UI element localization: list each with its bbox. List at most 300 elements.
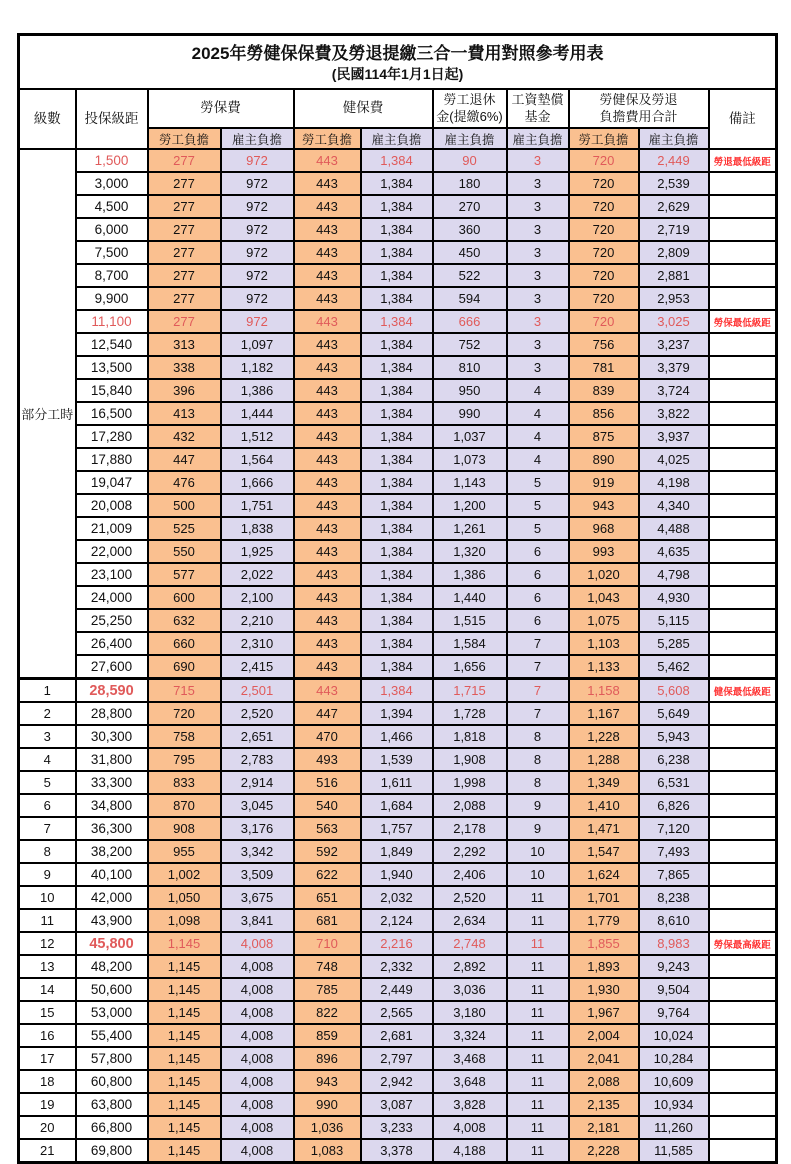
cell-pension-employer: 2,292 (433, 840, 507, 863)
table-row (19, 655, 777, 679)
cell-health-employee: 443 (294, 241, 361, 264)
cell-total-employer: 10,284 (639, 1047, 709, 1070)
cell-labor-employee: 277 (148, 195, 221, 218)
cell-pension-employer: 3,648 (433, 1070, 507, 1093)
cell-level: 9 (19, 863, 76, 886)
cell-health-employer: 1,384 (361, 310, 433, 333)
cell-health-employee: 563 (294, 817, 361, 840)
cell-bracket: 22,000 (76, 540, 148, 563)
cell-labor-employee: 1,050 (148, 886, 221, 909)
cell-pension-employer: 3,468 (433, 1047, 507, 1070)
cell-health-employer: 2,681 (361, 1024, 433, 1047)
col-header-labor-insurance: 勞保費 (148, 89, 294, 128)
cell-bracket: 17,280 (76, 425, 148, 448)
cell-remark (709, 264, 777, 287)
cell-pension-employer: 2,892 (433, 955, 507, 978)
cell-pension-employer: 1,715 (433, 679, 507, 703)
cell-wage-fund-employer: 7 (507, 679, 569, 703)
table-row (19, 771, 777, 794)
cell-remark (709, 1001, 777, 1024)
cell-bracket: 48,200 (76, 955, 148, 978)
table-row (19, 586, 777, 609)
cell-total-employee: 720 (569, 195, 639, 218)
cell-pension-employer: 270 (433, 195, 507, 218)
cell-health-employee: 681 (294, 909, 361, 932)
cell-remark (709, 1047, 777, 1070)
cell-total-employer: 5,649 (639, 702, 709, 725)
cell-wage-fund-employer: 7 (507, 702, 569, 725)
cell-labor-employee: 338 (148, 356, 221, 379)
cell-health-employee: 443 (294, 379, 361, 402)
cell-labor-employer: 972 (221, 310, 294, 333)
cell-health-employee: 785 (294, 978, 361, 1001)
cell-labor-employer: 972 (221, 172, 294, 195)
cell-total-employer: 4,488 (639, 517, 709, 540)
cell-total-employee: 943 (569, 494, 639, 517)
table-row (19, 1116, 777, 1139)
cell-remark (709, 840, 777, 863)
cell-wage-fund-employer: 5 (507, 494, 569, 517)
cell-level: 16 (19, 1024, 76, 1047)
cell-total-employee: 1,228 (569, 725, 639, 748)
cell-total-employer: 3,724 (639, 379, 709, 402)
cell-pension-employer: 1,908 (433, 748, 507, 771)
cell-remark (709, 195, 777, 218)
cell-total-employee: 720 (569, 218, 639, 241)
cell-labor-employer: 1,838 (221, 517, 294, 540)
cell-remark: 健保最低級距 (709, 679, 777, 703)
cell-wage-fund-employer: 11 (507, 932, 569, 955)
cell-labor-employee: 413 (148, 402, 221, 425)
table-row (19, 1024, 777, 1047)
cell-health-employer: 1,384 (361, 356, 433, 379)
cell-level: 14 (19, 978, 76, 1001)
cell-remark (709, 1093, 777, 1116)
cell-remark (709, 402, 777, 425)
cell-labor-employer: 972 (221, 241, 294, 264)
cell-wage-fund-employer: 4 (507, 425, 569, 448)
cell-total-employee: 1,133 (569, 655, 639, 679)
subheader-pension-employer: 雇主負擔 (433, 128, 507, 149)
cell-wage-fund-employer: 4 (507, 448, 569, 471)
cell-wage-fund-employer: 7 (507, 632, 569, 655)
cell-labor-employee: 277 (148, 287, 221, 310)
cell-bracket: 26,400 (76, 632, 148, 655)
cell-bracket: 60,800 (76, 1070, 148, 1093)
table-row (19, 632, 777, 655)
cell-level: 10 (19, 886, 76, 909)
cell-health-employee: 443 (294, 402, 361, 425)
cell-total-employer: 10,609 (639, 1070, 709, 1093)
cell-bracket: 66,800 (76, 1116, 148, 1139)
cell-labor-employee: 277 (148, 241, 221, 264)
subheader-li-employer: 雇主負擔 (221, 128, 294, 149)
cell-pension-employer: 1,728 (433, 702, 507, 725)
cell-bracket: 6,000 (76, 218, 148, 241)
cell-remark (709, 886, 777, 909)
cell-level: 7 (19, 817, 76, 840)
cell-health-employer: 1,384 (361, 425, 433, 448)
cell-wage-fund-employer: 11 (507, 1001, 569, 1024)
cell-labor-employee: 1,145 (148, 932, 221, 955)
cell-labor-employer: 4,008 (221, 1070, 294, 1093)
cell-remark (709, 817, 777, 840)
cell-wage-fund-employer: 6 (507, 563, 569, 586)
cell-health-employee: 443 (294, 172, 361, 195)
cell-total-employer: 8,238 (639, 886, 709, 909)
cell-labor-employee: 500 (148, 494, 221, 517)
cell-labor-employee: 432 (148, 425, 221, 448)
cell-bracket: 69,800 (76, 1139, 148, 1163)
cell-health-employee: 748 (294, 955, 361, 978)
cell-total-employer: 2,881 (639, 264, 709, 287)
cell-pension-employer: 1,261 (433, 517, 507, 540)
premium-table (17, 33, 778, 1164)
cell-remark (709, 540, 777, 563)
cell-labor-employee: 277 (148, 310, 221, 333)
table-row (19, 609, 777, 632)
cell-labor-employee: 396 (148, 379, 221, 402)
cell-bracket: 42,000 (76, 886, 148, 909)
cell-wage-fund-employer: 11 (507, 1024, 569, 1047)
cell-bracket: 9,900 (76, 287, 148, 310)
cell-remark (709, 471, 777, 494)
table-row (19, 1093, 777, 1116)
cell-health-employer: 1,384 (361, 172, 433, 195)
title-block (19, 35, 777, 90)
cell-labor-employer: 4,008 (221, 1047, 294, 1070)
cell-pension-employer: 1,818 (433, 725, 507, 748)
cell-bracket: 17,880 (76, 448, 148, 471)
cell-labor-employee: 690 (148, 655, 221, 679)
cell-total-employee: 1,075 (569, 609, 639, 632)
cell-labor-employer: 2,520 (221, 702, 294, 725)
cell-total-employer: 6,826 (639, 794, 709, 817)
cell-total-employer: 3,025 (639, 310, 709, 333)
cell-labor-employee: 577 (148, 563, 221, 586)
cell-total-employee: 1,471 (569, 817, 639, 840)
cell-total-employer: 9,243 (639, 955, 709, 978)
cell-total-employee: 1,167 (569, 702, 639, 725)
cell-labor-employer: 4,008 (221, 1116, 294, 1139)
cell-wage-fund-employer: 3 (507, 149, 569, 172)
cell-health-employee: 943 (294, 1070, 361, 1093)
cell-health-employer: 1,384 (361, 563, 433, 586)
cell-bracket: 43,900 (76, 909, 148, 932)
cell-pension-employer: 1,584 (433, 632, 507, 655)
cell-level: 19 (19, 1093, 76, 1116)
cell-health-employer: 1,384 (361, 241, 433, 264)
cell-bracket: 36,300 (76, 817, 148, 840)
cell-health-employer: 1,384 (361, 149, 433, 172)
cell-total-employer: 5,943 (639, 725, 709, 748)
cell-labor-employee: 1,002 (148, 863, 221, 886)
cell-wage-fund-employer: 5 (507, 471, 569, 494)
cell-health-employer: 1,384 (361, 679, 433, 703)
cell-health-employer: 2,797 (361, 1047, 433, 1070)
cell-level: 2 (19, 702, 76, 725)
cell-total-employer: 4,798 (639, 563, 709, 586)
cell-labor-employee: 1,145 (148, 1070, 221, 1093)
cell-health-employer: 1,384 (361, 609, 433, 632)
cell-total-employee: 1,288 (569, 748, 639, 771)
cell-total-employer: 5,115 (639, 609, 709, 632)
cell-pension-employer: 752 (433, 333, 507, 356)
cell-pension-employer: 810 (433, 356, 507, 379)
cell-remark: 勞保最高級距 (709, 932, 777, 955)
cell-pension-employer: 3,324 (433, 1024, 507, 1047)
page-title: 2025年勞健保保費及勞退提繳三合一費用對照參考用表 (191, 44, 604, 64)
table-row (19, 748, 777, 771)
cell-wage-fund-employer: 3 (507, 218, 569, 241)
cell-wage-fund-employer: 10 (507, 840, 569, 863)
cell-health-employer: 3,087 (361, 1093, 433, 1116)
cell-wage-fund-employer: 9 (507, 817, 569, 840)
cell-total-employee: 720 (569, 264, 639, 287)
table-row (19, 425, 777, 448)
cell-remark (709, 609, 777, 632)
cell-total-employee: 781 (569, 356, 639, 379)
cell-remark (709, 955, 777, 978)
cell-total-employer: 2,953 (639, 287, 709, 310)
table-row (19, 172, 777, 195)
cell-wage-fund-employer: 11 (507, 886, 569, 909)
table-row (19, 448, 777, 471)
cell-total-employee: 968 (569, 517, 639, 540)
wage-fund-line1: 工資墊償 (511, 91, 564, 107)
cell-remark (709, 1024, 777, 1047)
table-row (19, 195, 777, 218)
cell-bracket: 45,800 (76, 932, 148, 955)
table-row (19, 1139, 777, 1163)
cell-labor-employer: 1,386 (221, 379, 294, 402)
cell-labor-employer: 1,751 (221, 494, 294, 517)
cell-level: 20 (19, 1116, 76, 1139)
cell-health-employer: 2,565 (361, 1001, 433, 1024)
cell-health-employee: 443 (294, 632, 361, 655)
cell-total-employer: 9,504 (639, 978, 709, 1001)
cell-pension-employer: 3,180 (433, 1001, 507, 1024)
cell-remark (709, 1139, 777, 1163)
cell-pension-employer: 594 (433, 287, 507, 310)
cell-labor-employee: 550 (148, 540, 221, 563)
cell-wage-fund-employer: 3 (507, 241, 569, 264)
cell-health-employee: 443 (294, 195, 361, 218)
subheader-fund-employer: 雇主負擔 (507, 128, 569, 149)
cell-wage-fund-employer: 6 (507, 540, 569, 563)
cell-wage-fund-employer: 3 (507, 333, 569, 356)
table-row (19, 840, 777, 863)
table-row (19, 932, 777, 955)
cell-pension-employer: 1,515 (433, 609, 507, 632)
cell-health-employer: 1,849 (361, 840, 433, 863)
cell-remark (709, 1070, 777, 1093)
cell-pension-employer: 1,037 (433, 425, 507, 448)
cell-pension-employer: 522 (433, 264, 507, 287)
cell-pension-employer: 1,143 (433, 471, 507, 494)
cell-level: 17 (19, 1047, 76, 1070)
cell-health-employer: 1,384 (361, 586, 433, 609)
cell-total-employer: 7,493 (639, 840, 709, 863)
cell-health-employer: 2,032 (361, 886, 433, 909)
cell-health-employer: 1,539 (361, 748, 433, 771)
cell-health-employer: 1,384 (361, 195, 433, 218)
cell-total-employee: 856 (569, 402, 639, 425)
cell-total-employer: 11,585 (639, 1139, 709, 1163)
table-row (19, 955, 777, 978)
cell-total-employee: 720 (569, 149, 639, 172)
cell-total-employer: 6,238 (639, 748, 709, 771)
cell-level: 5 (19, 771, 76, 794)
cell-health-employee: 443 (294, 655, 361, 679)
cell-wage-fund-employer: 11 (507, 909, 569, 932)
cell-labor-employee: 1,145 (148, 1093, 221, 1116)
cell-labor-employer: 1,097 (221, 333, 294, 356)
cell-remark (709, 702, 777, 725)
cell-labor-employer: 2,210 (221, 609, 294, 632)
cell-wage-fund-employer: 10 (507, 863, 569, 886)
table-row (19, 794, 777, 817)
cell-labor-employer: 972 (221, 218, 294, 241)
header-row-main (19, 89, 777, 128)
cell-total-employer: 4,930 (639, 586, 709, 609)
cell-labor-employer: 3,045 (221, 794, 294, 817)
cell-wage-fund-employer: 3 (507, 356, 569, 379)
cell-bracket: 8,700 (76, 264, 148, 287)
cell-remark (709, 448, 777, 471)
total-line2: 負擔費用合計 (599, 108, 678, 124)
cell-remark (709, 218, 777, 241)
cell-total-employer: 8,983 (639, 932, 709, 955)
table-row (19, 356, 777, 379)
cell-bracket: 20,008 (76, 494, 148, 517)
cell-health-employee: 443 (294, 287, 361, 310)
cell-pension-employer: 1,200 (433, 494, 507, 517)
cell-health-employer: 1,940 (361, 863, 433, 886)
cell-total-employee: 1,855 (569, 932, 639, 955)
cell-labor-employer: 1,925 (221, 540, 294, 563)
cell-total-employee: 839 (569, 379, 639, 402)
cell-wage-fund-employer: 3 (507, 195, 569, 218)
cell-labor-employee: 277 (148, 218, 221, 241)
cell-labor-employee: 870 (148, 794, 221, 817)
cell-health-employee: 447 (294, 702, 361, 725)
cell-level: 6 (19, 794, 76, 817)
cell-bracket: 50,600 (76, 978, 148, 1001)
cell-remark (709, 563, 777, 586)
cell-remark (709, 794, 777, 817)
cell-labor-employer: 972 (221, 264, 294, 287)
table-row (19, 241, 777, 264)
cell-pension-employer: 2,178 (433, 817, 507, 840)
cell-remark: 勞保最低級距 (709, 310, 777, 333)
cell-bracket: 13,500 (76, 356, 148, 379)
cell-total-employee: 890 (569, 448, 639, 471)
cell-labor-employer: 1,182 (221, 356, 294, 379)
cell-level: 1 (19, 679, 76, 703)
cell-labor-employee: 632 (148, 609, 221, 632)
cell-labor-employer: 3,342 (221, 840, 294, 863)
cell-remark (709, 909, 777, 932)
cell-health-employee: 443 (294, 563, 361, 586)
cell-level: 4 (19, 748, 76, 771)
col-header-bracket: 投保級距 (76, 89, 148, 149)
cell-labor-employer: 4,008 (221, 1139, 294, 1163)
cell-labor-employee: 277 (148, 149, 221, 172)
cell-health-employer: 1,466 (361, 725, 433, 748)
cell-total-employer: 7,865 (639, 863, 709, 886)
cell-bracket: 1,500 (76, 149, 148, 172)
cell-total-employer: 10,934 (639, 1093, 709, 1116)
cell-health-employee: 592 (294, 840, 361, 863)
cell-wage-fund-employer: 9 (507, 794, 569, 817)
cell-level: 13 (19, 955, 76, 978)
cell-pension-employer: 1,073 (433, 448, 507, 471)
cell-labor-employee: 1,145 (148, 1047, 221, 1070)
cell-total-employee: 1,967 (569, 1001, 639, 1024)
cell-level: 18 (19, 1070, 76, 1093)
cell-health-employee: 493 (294, 748, 361, 771)
cell-wage-fund-employer: 4 (507, 402, 569, 425)
cell-labor-employer: 4,008 (221, 1093, 294, 1116)
cell-labor-employer: 2,914 (221, 771, 294, 794)
table-row (19, 494, 777, 517)
cell-bracket: 38,200 (76, 840, 148, 863)
table-row (19, 1070, 777, 1093)
cell-total-employer: 4,198 (639, 471, 709, 494)
cell-total-employee: 875 (569, 425, 639, 448)
cell-pension-employer: 4,188 (433, 1139, 507, 1163)
col-header-total (569, 89, 709, 128)
cell-bracket: 28,800 (76, 702, 148, 725)
cell-level: 8 (19, 840, 76, 863)
cell-labor-employee: 660 (148, 632, 221, 655)
cell-labor-employer: 1,666 (221, 471, 294, 494)
cell-wage-fund-employer: 11 (507, 1139, 569, 1163)
cell-labor-employee: 1,145 (148, 978, 221, 1001)
cell-pension-employer: 950 (433, 379, 507, 402)
cell-bracket: 12,540 (76, 333, 148, 356)
cell-level: 11 (19, 909, 76, 932)
cell-labor-employer: 3,675 (221, 886, 294, 909)
cell-wage-fund-employer: 8 (507, 771, 569, 794)
cell-total-employer: 6,531 (639, 771, 709, 794)
cell-wage-fund-employer: 6 (507, 586, 569, 609)
cell-bracket: 15,840 (76, 379, 148, 402)
cell-pension-employer: 2,406 (433, 863, 507, 886)
cell-health-employer: 2,449 (361, 978, 433, 1001)
cell-pension-employer: 3,828 (433, 1093, 507, 1116)
cell-health-employee: 443 (294, 494, 361, 517)
cell-wage-fund-employer: 11 (507, 1047, 569, 1070)
cell-health-employee: 443 (294, 264, 361, 287)
cell-total-employer: 9,764 (639, 1001, 709, 1024)
cell-remark (709, 494, 777, 517)
cell-bracket: 3,000 (76, 172, 148, 195)
cell-remark (709, 356, 777, 379)
table-row (19, 287, 777, 310)
cell-health-employer: 1,384 (361, 218, 433, 241)
cell-total-employee: 1,043 (569, 586, 639, 609)
cell-total-employer: 4,025 (639, 448, 709, 471)
table-row (19, 310, 777, 333)
cell-health-employee: 443 (294, 448, 361, 471)
cell-bracket: 25,250 (76, 609, 148, 632)
cell-remark (709, 748, 777, 771)
cell-labor-employer: 1,512 (221, 425, 294, 448)
cell-bracket: 40,100 (76, 863, 148, 886)
cell-labor-employer: 1,444 (221, 402, 294, 425)
